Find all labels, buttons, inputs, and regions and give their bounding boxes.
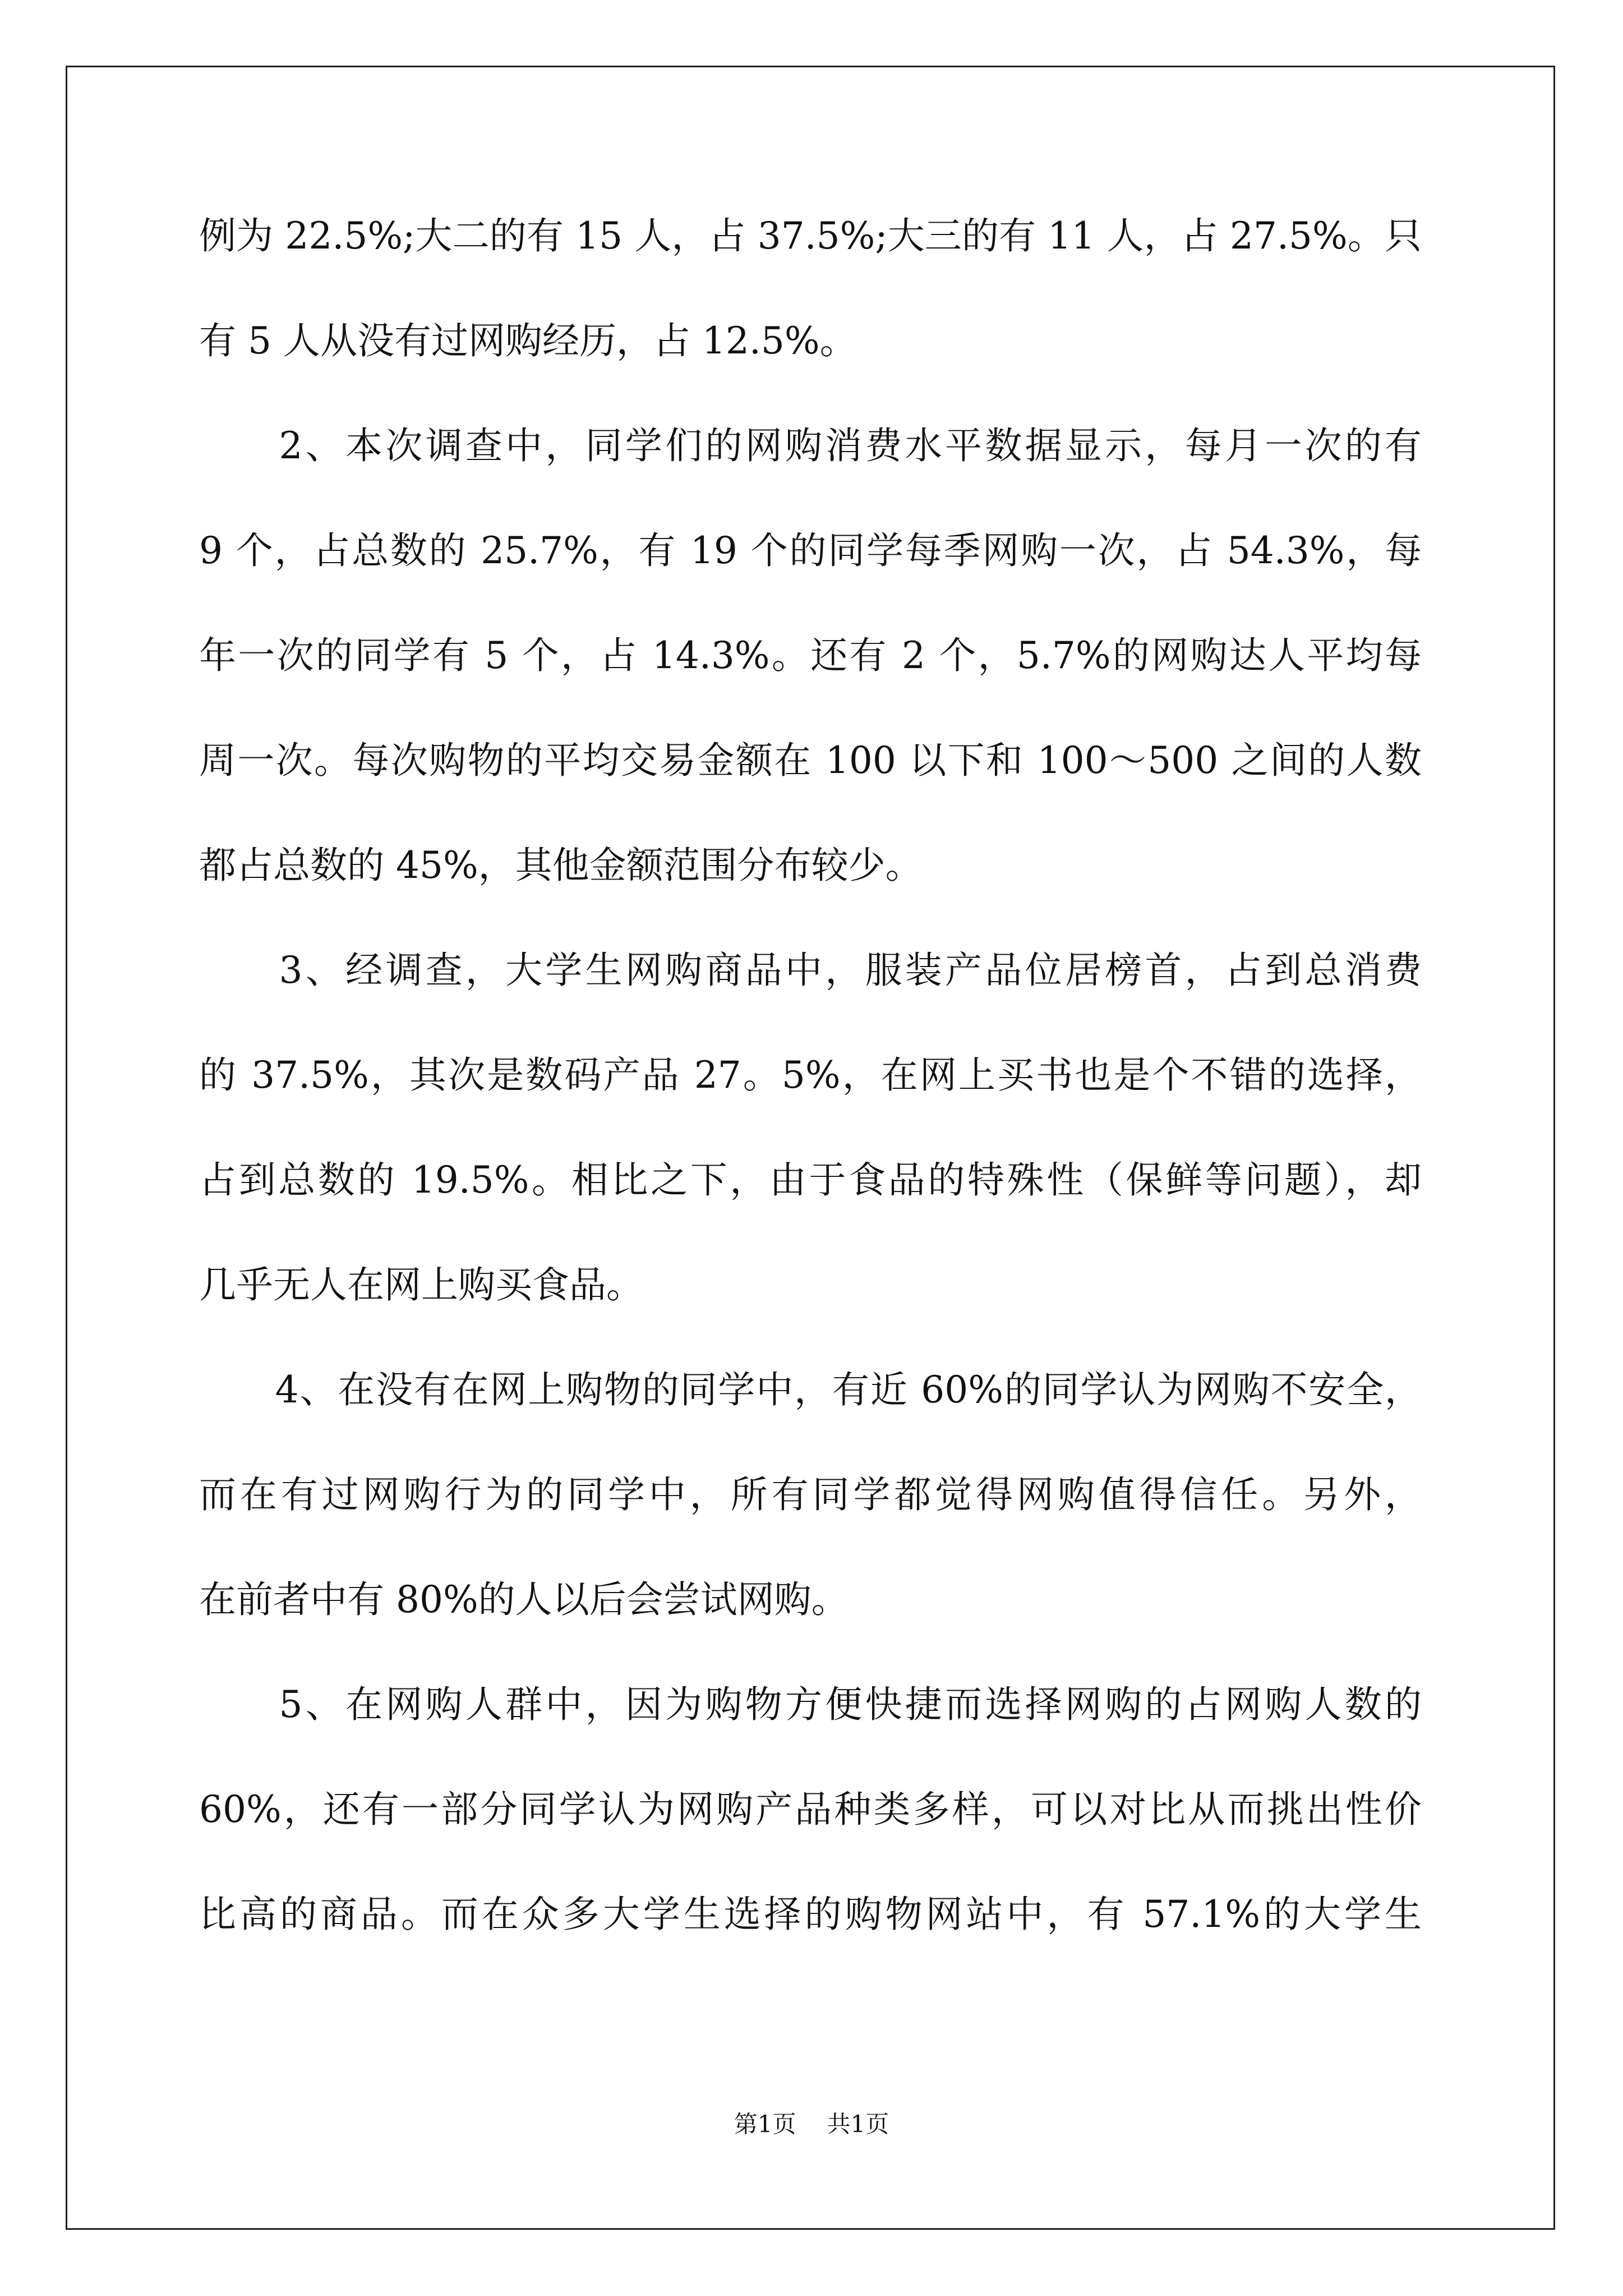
- paragraph-2: [199, 423, 1422, 889]
- paragraph-4: [199, 1367, 1422, 1623]
- text-line: 几乎无人在网上购买食品。: [199, 1263, 643, 1306]
- paragraph-3: [199, 947, 1422, 1308]
- paragraph-1: [199, 213, 1422, 364]
- text-line: 2、本次调查中，同学们的网购消费水平数据显示，每月一次的有: [199, 424, 1422, 467]
- text-line: 4、在没有在网上购物的同学中，有近 60%的同学认为网购不安全，: [199, 1368, 1422, 1411]
- text-line: 而在有过网购行为的同学中，所有同学都觉得网购值得信任。另外，: [199, 1473, 1422, 1516]
- text-line: 5、在网购人群中，因为购物方便快捷而选择网购的占网购人数的: [199, 1683, 1422, 1726]
- page-total: 共1页: [827, 2110, 889, 2138]
- page-number: 第1页: [734, 2110, 796, 2138]
- document-body: [199, 213, 1422, 1938]
- text-line: 在前者中有 80%的人以后会尝试网购。: [199, 1578, 849, 1621]
- text-line: 例为 22.5%;大二的有 15 人，占 37.5%;大三的有 11 人，占 27.5%。只: [199, 214, 1422, 257]
- text-line: 比高的商品。而在众多大学生选择的购物网站中，有 57.1%的大学生: [199, 1893, 1422, 1936]
- paragraph-5: [199, 1682, 1422, 1938]
- text-line: 周一次。每次购物的平均交易金额在 100 以下和 100～500 之间的人数: [199, 739, 1422, 782]
- text-line: 9 个，占总数的 25.7%，有 19 个的同学每季网购一次，占 54.3%，每: [199, 529, 1422, 572]
- text-line: 有 5 人从没有过网购经历，占 12.5%。: [199, 319, 857, 362]
- text-line: 60%，还有一部分同学认为网购产品种类多样，可以对比从而挑出性价: [199, 1788, 1422, 1831]
- text-line: 占到总数的 19.5%。相比之下，由于食品的特殊性（保鲜等问题），却: [199, 1158, 1422, 1202]
- text-line: 的 37.5%，其次是数码产品 27。5%，在网上买书也是个不错的选择，: [199, 1053, 1422, 1097]
- page-footer: [0, 2110, 1623, 2138]
- text-line: 都占总数的 45%，其他金额范围分布较少。: [199, 844, 923, 887]
- text-line: 年一次的同学有 5 个，占 14.3%。还有 2 个，5.7%的网购达人平均每: [199, 634, 1422, 677]
- text-line: 3、经调查，大学生网购商品中，服装产品位居榜首，占到总消费: [199, 949, 1422, 992]
